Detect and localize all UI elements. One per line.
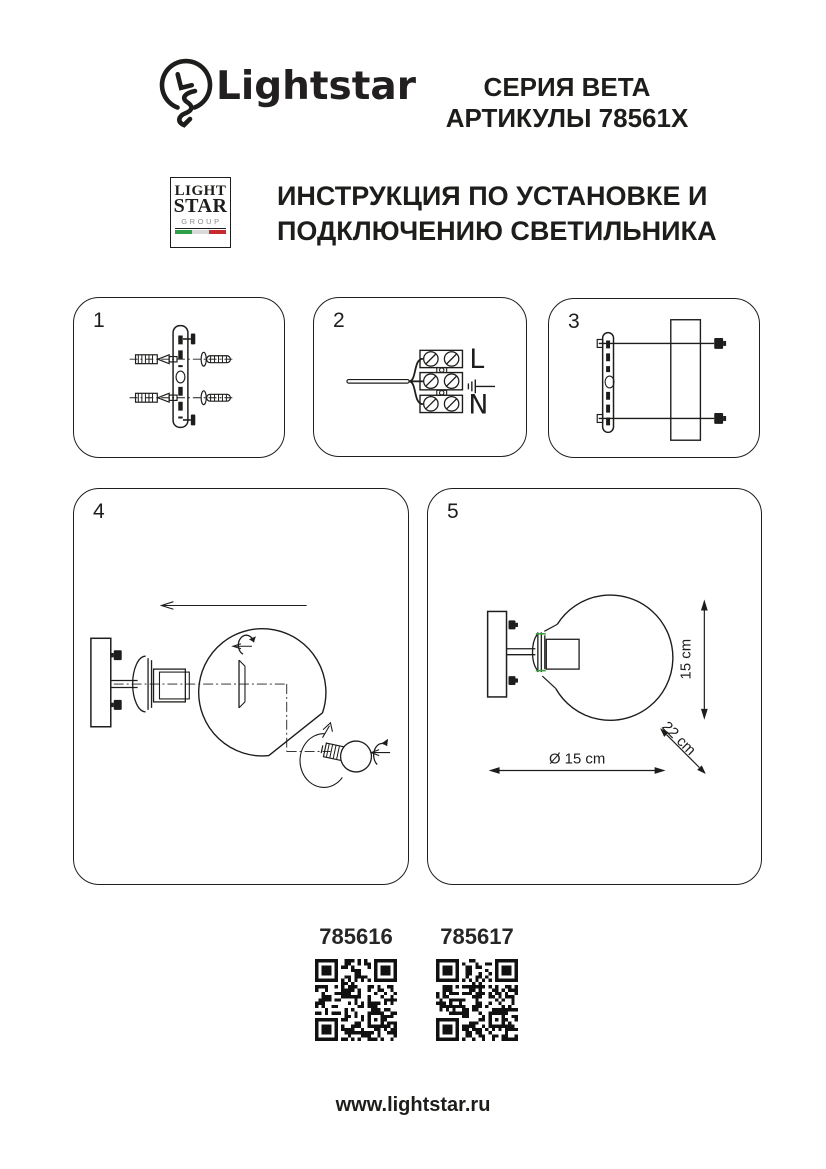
slide-direction-arrow: [161, 602, 306, 610]
step-2-box: [313, 297, 527, 457]
dim-depth-label: 22 cm: [658, 718, 699, 759]
dim-diameter-label: Ø 15 cm: [548, 751, 606, 768]
cable-hole: [176, 371, 185, 383]
power-cable: [347, 380, 409, 384]
step-2-number: 2: [333, 309, 345, 332]
website-url: www.lightstar.ru: [335, 1094, 491, 1116]
cable-hole: [605, 376, 614, 388]
step-5-number: 5: [447, 500, 459, 523]
rotate-globe-arrow: [233, 635, 256, 654]
terminal-block-live: [420, 350, 462, 367]
brand-wordmark: Lightstar: [216, 64, 416, 109]
terminal-block-neutral: [420, 395, 462, 412]
step-3-diagram-base-mounting: [549, 299, 759, 457]
series-articles: АРТИКУЛЫ 78561X: [445, 103, 689, 133]
italian-flag-bar: [175, 230, 226, 234]
series-block: [432, 72, 702, 134]
screw-head: [191, 334, 195, 345]
flag-green: [175, 230, 192, 234]
step-3-box: [548, 298, 760, 458]
flag-white: [192, 230, 209, 234]
step-5-box: [427, 488, 762, 885]
lightstar-bulb-icon: [158, 58, 214, 140]
step-2-diagram-wiring: [314, 298, 526, 456]
group-logo-group: GROUP: [181, 217, 222, 226]
page-title: [277, 179, 717, 249]
group-logo-star: STAR: [173, 195, 228, 217]
dimension-diameter: [489, 752, 666, 774]
lamp-socket: [533, 632, 580, 672]
lamp-backplate: [488, 611, 507, 696]
bolt: [509, 676, 516, 685]
dimension-height: [678, 600, 707, 720]
mounting-bolt: [599, 413, 726, 424]
step-1-number: 1: [93, 309, 105, 332]
title-line-2: ПОДКЛЮЧЕНИЮ СВЕТИЛЬНИКА: [277, 216, 717, 246]
step-1-diagram-wall-anchors: [74, 298, 284, 457]
lightstar-group-logo: [170, 177, 231, 248]
lamp-backplate: [91, 638, 111, 726]
wire-live: [409, 359, 423, 382]
bolt: [509, 620, 516, 629]
mounting-bolt: [599, 338, 726, 349]
step-3-number: 3: [568, 310, 580, 333]
group-logo-divider: [175, 228, 226, 229]
terminal-block-earth: [420, 373, 462, 390]
flag-red: [209, 230, 226, 234]
series-name: СЕРИЯ BETA: [483, 72, 651, 102]
step-4-box: [73, 488, 409, 885]
product-code: 785616: [319, 924, 393, 949]
product-code: 785617: [440, 924, 514, 949]
light-bulb: [319, 734, 375, 775]
glass-globe: [199, 629, 326, 756]
label-neutral: N: [468, 389, 489, 421]
qr-code: [436, 959, 518, 1041]
step-5-diagram-dimensions: [428, 489, 761, 884]
wire-neutral: [409, 381, 423, 404]
step-1-box: [73, 297, 285, 458]
qr-code: [315, 959, 397, 1041]
step-4-diagram-assembly: [74, 489, 408, 884]
dimension-depth: [658, 719, 705, 774]
group-logo-light: LIGHT: [174, 183, 227, 199]
bolt: [114, 700, 122, 710]
glass-globe: [556, 595, 673, 720]
screw-head: [191, 415, 195, 426]
rotate-bulb-arrow: [371, 739, 390, 765]
rotate-bulb-arc: [300, 723, 342, 788]
dim-height-label: 15 cm: [678, 638, 695, 680]
step-4-number: 4: [93, 500, 105, 523]
label-live: L: [469, 344, 485, 376]
bolt: [114, 650, 122, 660]
title-line-1: ИНСТРУКЦИЯ ПО УСТАНОВКЕ И: [277, 181, 708, 211]
lamp-backplate: [671, 320, 701, 440]
